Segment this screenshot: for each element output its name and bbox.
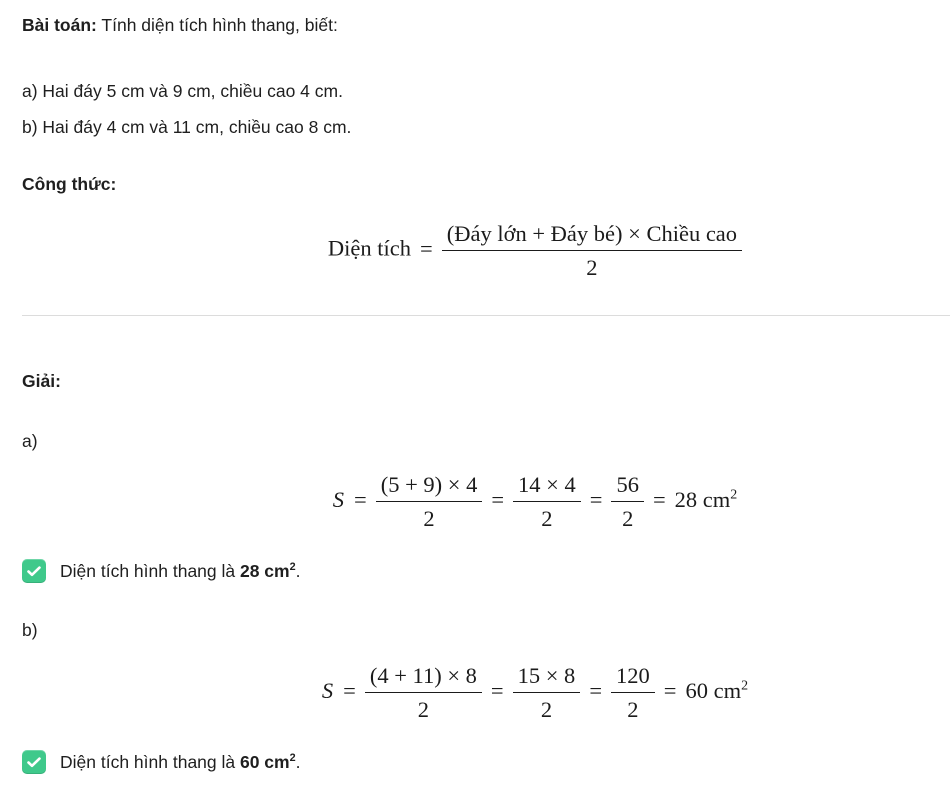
squared-exponent: 2 bbox=[289, 752, 296, 765]
problem-statement bbox=[22, 13, 928, 37]
equation-a bbox=[22, 471, 928, 532]
fraction-denominator: 2 bbox=[513, 501, 581, 532]
equation-b-fraction-3 bbox=[611, 662, 655, 723]
equation-a-lhs: S bbox=[332, 486, 344, 512]
problem-item-a: a) Hai đáy 5 cm và 9 cm, chiều cao 4 cm. bbox=[22, 81, 343, 101]
conclusion-a-text: Diện tích hình thang là 28 $cm^2$. bbox=[60, 561, 301, 581]
fraction-numerator: (Đáy lớn + Đáy bé) × Chiều cao bbox=[446, 221, 738, 246]
equals-sign: = bbox=[354, 486, 367, 512]
fraction-numerator: 14 × 4 bbox=[518, 472, 576, 497]
fraction-denominator: 2 bbox=[611, 501, 644, 532]
equation-b-fraction-1 bbox=[365, 662, 482, 723]
equation-b-lhs: S bbox=[321, 677, 334, 703]
conclusion-b bbox=[22, 750, 928, 774]
equals-sign: = bbox=[589, 677, 603, 703]
conclusion-a-value: 28 $cm^2$ bbox=[239, 561, 296, 581]
formula-equation bbox=[22, 220, 928, 281]
equation-a-result: 28 $cm^2$ bbox=[674, 486, 738, 512]
fraction-numerator: 15 × 8 bbox=[517, 663, 576, 688]
part-a-label: a) bbox=[22, 431, 38, 451]
fraction-denominator: 2 bbox=[513, 692, 581, 723]
squared-exponent: 2 bbox=[289, 561, 296, 574]
equals-sign: = bbox=[589, 486, 603, 512]
part-b-label: b) bbox=[22, 620, 38, 640]
equals-sign: = bbox=[491, 486, 505, 512]
equation-a-fraction-1 bbox=[376, 471, 483, 532]
squared-exponent: 2 bbox=[741, 678, 749, 694]
check-icon bbox=[22, 559, 46, 583]
equation-a-fraction-3 bbox=[611, 471, 644, 532]
solution-heading: Giải: bbox=[22, 371, 61, 391]
fraction-numerator: 56 bbox=[616, 472, 639, 497]
formula-fraction bbox=[442, 220, 742, 281]
fraction-numerator: 120 bbox=[616, 663, 650, 688]
problem-text: Tính diện tích hình thang, biết: bbox=[101, 15, 338, 35]
fraction-numerator: (5 + 9) × 4 bbox=[380, 472, 478, 497]
conclusion-b-text: Diện tích hình thang là 60 $cm^2$. bbox=[60, 752, 301, 772]
problem-label: Bài toán: bbox=[22, 15, 97, 35]
squared-exponent: 2 bbox=[730, 487, 738, 503]
fraction-denominator: 2 bbox=[376, 501, 483, 532]
check-icon bbox=[22, 750, 46, 774]
fraction-denominator: 2 bbox=[365, 692, 482, 723]
equation-b bbox=[22, 662, 928, 723]
fraction-denominator: 2 bbox=[611, 692, 655, 723]
equals-sign: = bbox=[490, 677, 504, 703]
equation-b-fraction-2 bbox=[513, 662, 581, 723]
formula-lhs: Diện tích bbox=[327, 235, 412, 261]
equals-sign: = bbox=[343, 677, 356, 703]
equation-b-result: 60 $cm^2$ bbox=[685, 677, 749, 703]
equals-sign: = bbox=[420, 235, 433, 261]
fraction-denominator: 2 bbox=[442, 250, 742, 281]
equals-sign: = bbox=[652, 486, 666, 512]
fraction-numerator: (4 + 11) × 8 bbox=[369, 663, 477, 688]
section-divider bbox=[22, 315, 950, 316]
formula-heading: Công thức: bbox=[22, 174, 117, 194]
problem-item-b: b) Hai đáy 4 cm và 11 cm, chiều cao 8 cm. bbox=[22, 117, 352, 137]
conclusion-a bbox=[22, 559, 928, 583]
equation-a-fraction-2 bbox=[513, 471, 581, 532]
conclusion-b-value: 60 $cm^2$ bbox=[239, 752, 296, 772]
equals-sign: = bbox=[663, 677, 677, 703]
